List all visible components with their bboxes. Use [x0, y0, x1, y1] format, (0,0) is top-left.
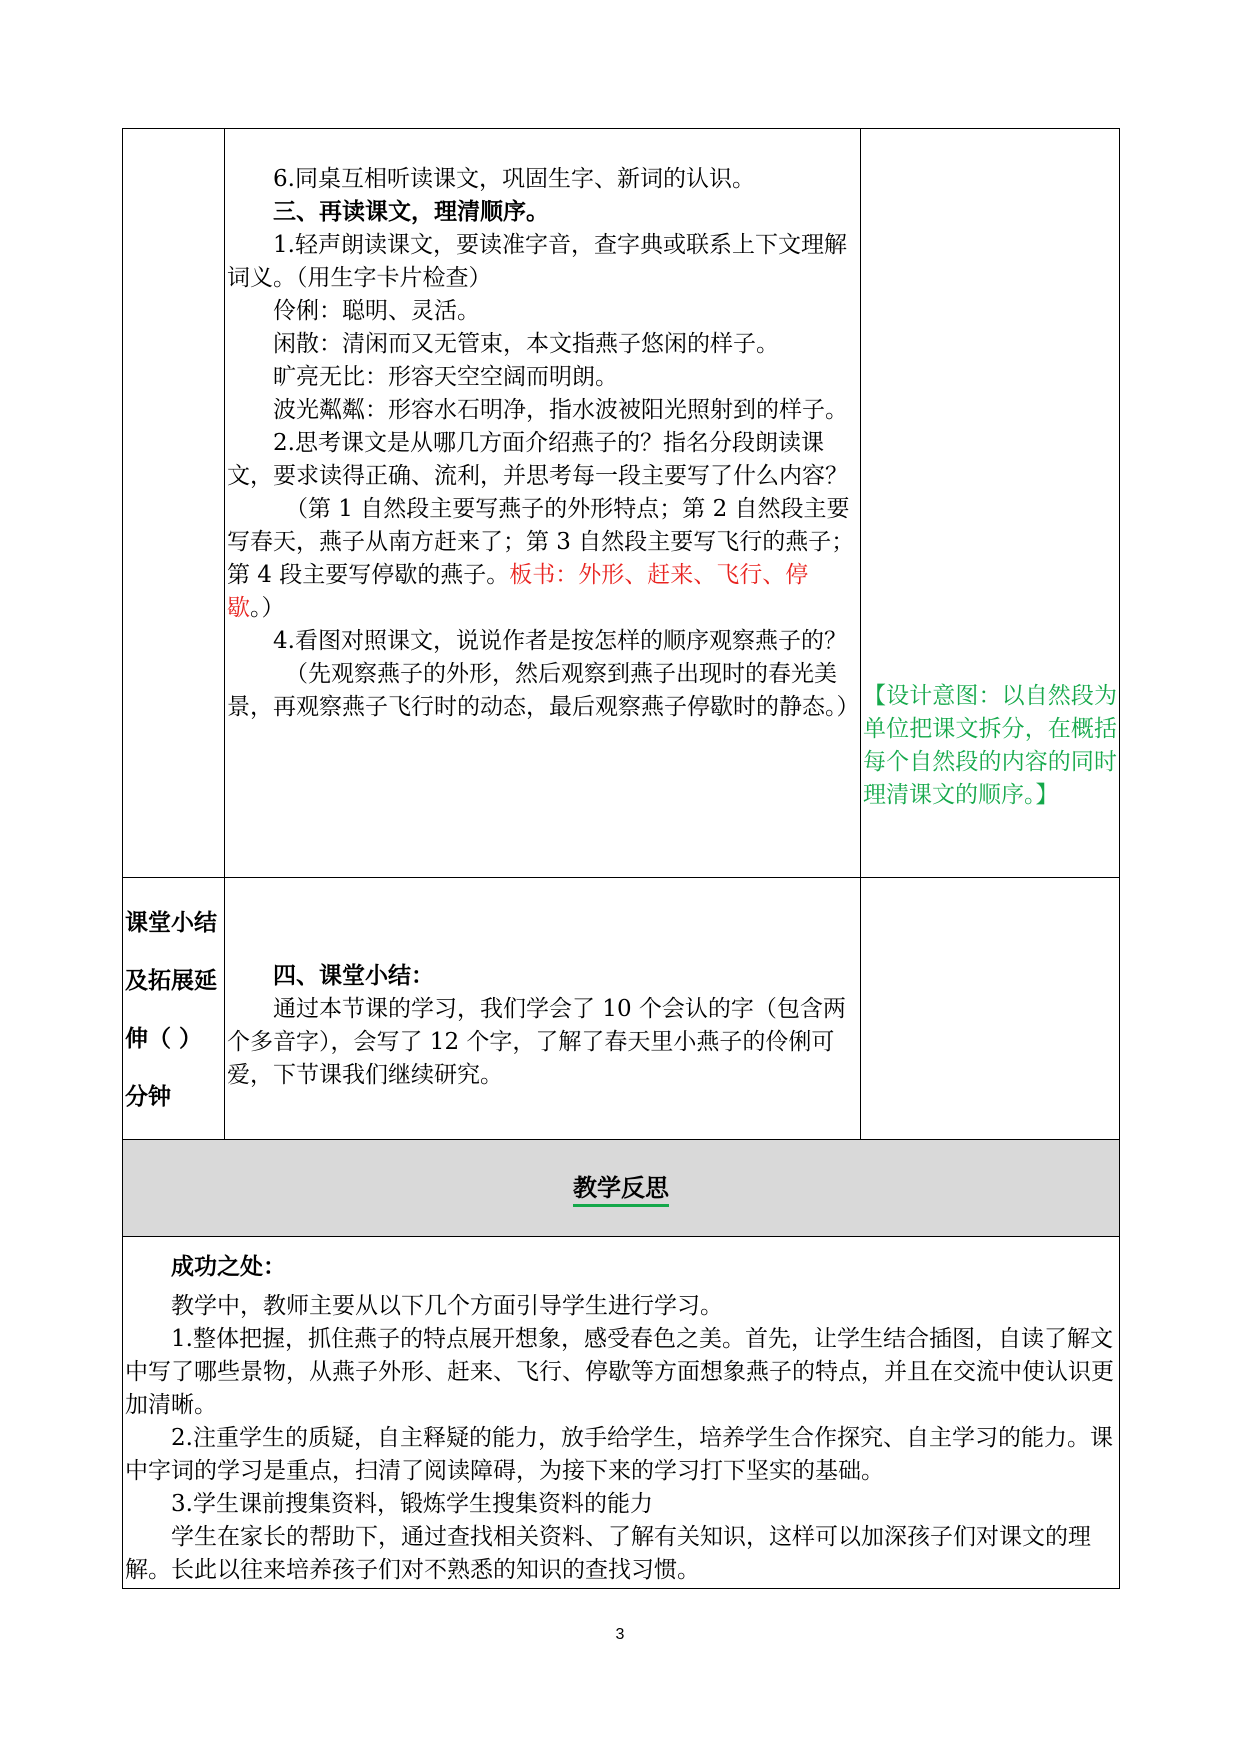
- blackboard-note: 板书：外形、赶来、飞行、停歇: [227, 562, 809, 621]
- reflection-paragraph: 学生在家长的帮助下，通过查找相关资料、了解有关知识，这样可以加深孩子们对课文的理解。长此以往来培养孩子们对不熟悉的知识的查找习惯。: [125, 1524, 1091, 1583]
- design-note: 【设计意图：以自然段为单位把课文拆分，在概括每个自然段的内容的同时理清课文的顺序。】: [863, 683, 1117, 808]
- reflection-title: [123, 1140, 1119, 1236]
- reflection-subheading: 成功之处：: [171, 1254, 286, 1280]
- procedure-line: 1.轻声朗读课文，要读准字音，查字典或联系上下文理解词义。（用生字卡片检查）: [227, 232, 847, 291]
- vocab-line: 伶俐：聪明、灵活。: [273, 298, 480, 324]
- vocab-line: 闲散：清闲而又无管束，本文指燕子悠闲的样子。: [273, 331, 779, 357]
- procedure-answer: [227, 493, 858, 625]
- reflection-header-row: [123, 1140, 1120, 1237]
- reflection-paragraph: 2.注重学生的质疑，自主释疑的能力，放手给学生，培养学生合作探究、自主学习的能力。课中字词的学习是重点，扫清了阅读障碍，为接下来的学习打下坚实的基础。: [125, 1425, 1113, 1484]
- reflection-content-cell: [123, 1237, 1120, 1589]
- procedure-answer: （先观察燕子的外形，然后观察到燕子出现时的春光美景，再观察燕子飞行时的动态，最后观察燕子停歇时的静态。）: [227, 661, 860, 720]
- reflection-row: [123, 1237, 1120, 1589]
- stage-label-line: 课堂小结: [125, 910, 217, 936]
- stage-label-cell-empty: [123, 129, 225, 878]
- lesson-plan-table: [122, 128, 1120, 1589]
- summary-note-cell: [861, 878, 1120, 1140]
- summary-body: 通过本节课的学习，我们学会了 10 个会认的字（包含两个多音字），会写了 12 个字，了解了春天里小燕子的伶俐可爱，下节课我们继续研究。: [227, 996, 846, 1088]
- section-heading: 三、再读课文，理清顺序。: [273, 199, 549, 225]
- stage-label-line: 伸（ ）: [125, 1026, 203, 1052]
- summary-content-cell: [225, 878, 861, 1140]
- answer-text: （第 1 自然段主要写燕子的外形特点；第 2 自然段主要写春天，燕子从南方赶来了；第 3 自然段主要写飞行的燕子；第 4 段主要写停歇的燕子。: [227, 496, 855, 588]
- procedure-line: 6.同桌互相听读课文，巩固生字、新词的认识。: [273, 166, 755, 192]
- reflection-title-text: 教学反思: [573, 1174, 669, 1207]
- reflection-paragraph: 3.学生课前搜集资料，锻炼学生搜集资料的能力: [171, 1491, 653, 1517]
- stage-label-line: 及拓展延: [125, 968, 217, 994]
- stage-label-line: 分钟: [125, 1084, 171, 1110]
- answer-close: 。）: [250, 595, 285, 621]
- procedure-row: [123, 129, 1120, 878]
- summary-heading: 四、课堂小结：: [273, 963, 434, 989]
- procedure-content-cell: [225, 129, 861, 878]
- procedure-line: 4.看图对照课文，说说作者是按怎样的顺序观察燕子的？: [273, 628, 847, 654]
- vocab-line: 旷亮无比：形容天空空阔而明朗。: [273, 364, 618, 390]
- design-note-cell: [861, 129, 1120, 878]
- stage-label-cell: [123, 878, 225, 1140]
- reflection-paragraph: 教学中，教师主要从以下几个方面引导学生进行学习。: [171, 1293, 723, 1319]
- reflection-paragraph: 1.整体把握，抓住燕子的特点展开想象，感受春色之美。首先，让学生结合插图，自读了解文中写了哪些景物，从燕子外形、赶来、飞行、停歇等方面想象燕子的特点，并且在交流中使认识更加清晰。: [125, 1326, 1114, 1418]
- stage-label: [123, 878, 224, 1126]
- vocab-line: 波光粼粼：形容水石明净，指水波被阳光照射到的样子。: [273, 397, 848, 423]
- page-number: 3: [615, 1626, 625, 1643]
- procedure-line: 2.思考课文是从哪几方面介绍燕子的？指名分段朗读课文，要求读得正确、流利，并思考每一段主要写了什么内容？: [227, 430, 848, 489]
- reflection-header-cell: [123, 1140, 1120, 1237]
- summary-row: [123, 878, 1120, 1140]
